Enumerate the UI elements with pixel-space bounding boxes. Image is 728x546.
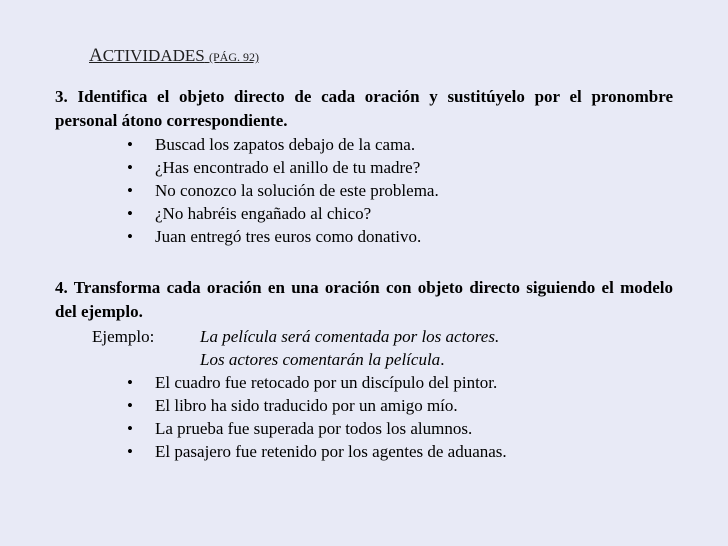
bullet-icon: • xyxy=(127,158,133,177)
list-item xyxy=(55,179,673,202)
list-item xyxy=(55,394,673,417)
example-active-end: . xyxy=(440,350,445,369)
bullet-icon: • xyxy=(127,396,133,415)
list-item xyxy=(55,133,673,156)
example-row-2 xyxy=(92,348,673,371)
bullet-icon: • xyxy=(127,135,133,154)
list-item xyxy=(55,371,673,394)
title-page-small: ÁG xyxy=(219,50,237,64)
example-label: Ejemplo: xyxy=(92,327,155,346)
title-page-open: (P xyxy=(208,50,220,64)
list-item-text: No conozco la solución de este problema. xyxy=(155,181,439,200)
list-item-text: El pasajero fue retenido por los agentes de aduanas. xyxy=(155,442,507,461)
list-item-text: Buscad los zapatos debajo de la cama. xyxy=(155,135,416,154)
list-item xyxy=(55,417,673,440)
slide-title xyxy=(89,45,259,67)
example-row-1 xyxy=(92,325,673,348)
list-item-text: ¿Has encontrado el anillo de tu madre? xyxy=(155,158,421,177)
list-item-text: La prueba fue superada por todos los alumnos. xyxy=(155,419,473,438)
list-item-text: El libro ha sido traducido por un amigo mío. xyxy=(155,396,458,415)
list-item xyxy=(55,202,673,225)
title-first-letter: A xyxy=(89,45,103,66)
question-4-text: 4. Transforma cada oración en una oración con objeto directo siguiendo el modelo del ejemplo. xyxy=(55,278,673,321)
example-passive: La película será comentada por los actores. xyxy=(200,327,500,346)
bullet-icon: • xyxy=(127,442,133,461)
title-page-close: . 92) xyxy=(237,50,259,64)
bullet-icon: • xyxy=(127,227,133,246)
title-rest: CTIVIDADES xyxy=(102,46,205,65)
list-item-text: El cuadro fue retocado por un discípulo del pintor. xyxy=(155,373,498,392)
list-item-text: ¿No habréis engañado al chico? xyxy=(155,204,372,223)
list-item xyxy=(55,225,673,248)
list-item-text: Juan entregó tres euros como donativo. xyxy=(155,227,422,246)
question-4-list xyxy=(55,371,673,463)
bullet-icon: • xyxy=(127,373,133,392)
bullet-icon: • xyxy=(127,204,133,223)
example-active: Los actores comentarán la película xyxy=(200,350,441,369)
question-3-list xyxy=(55,133,673,248)
bullet-icon: • xyxy=(127,181,133,200)
example-block xyxy=(55,325,673,371)
example-label-spacer xyxy=(92,348,200,371)
list-item xyxy=(55,156,673,179)
question-3 xyxy=(55,85,673,248)
bullet-icon: • xyxy=(127,419,133,438)
question-3-text: 3. Identifica el objeto directo de cada oración y sustitúyelo por el pronombre personal átono correspondiente. xyxy=(55,87,673,130)
list-item xyxy=(55,440,673,463)
question-4 xyxy=(55,276,673,463)
